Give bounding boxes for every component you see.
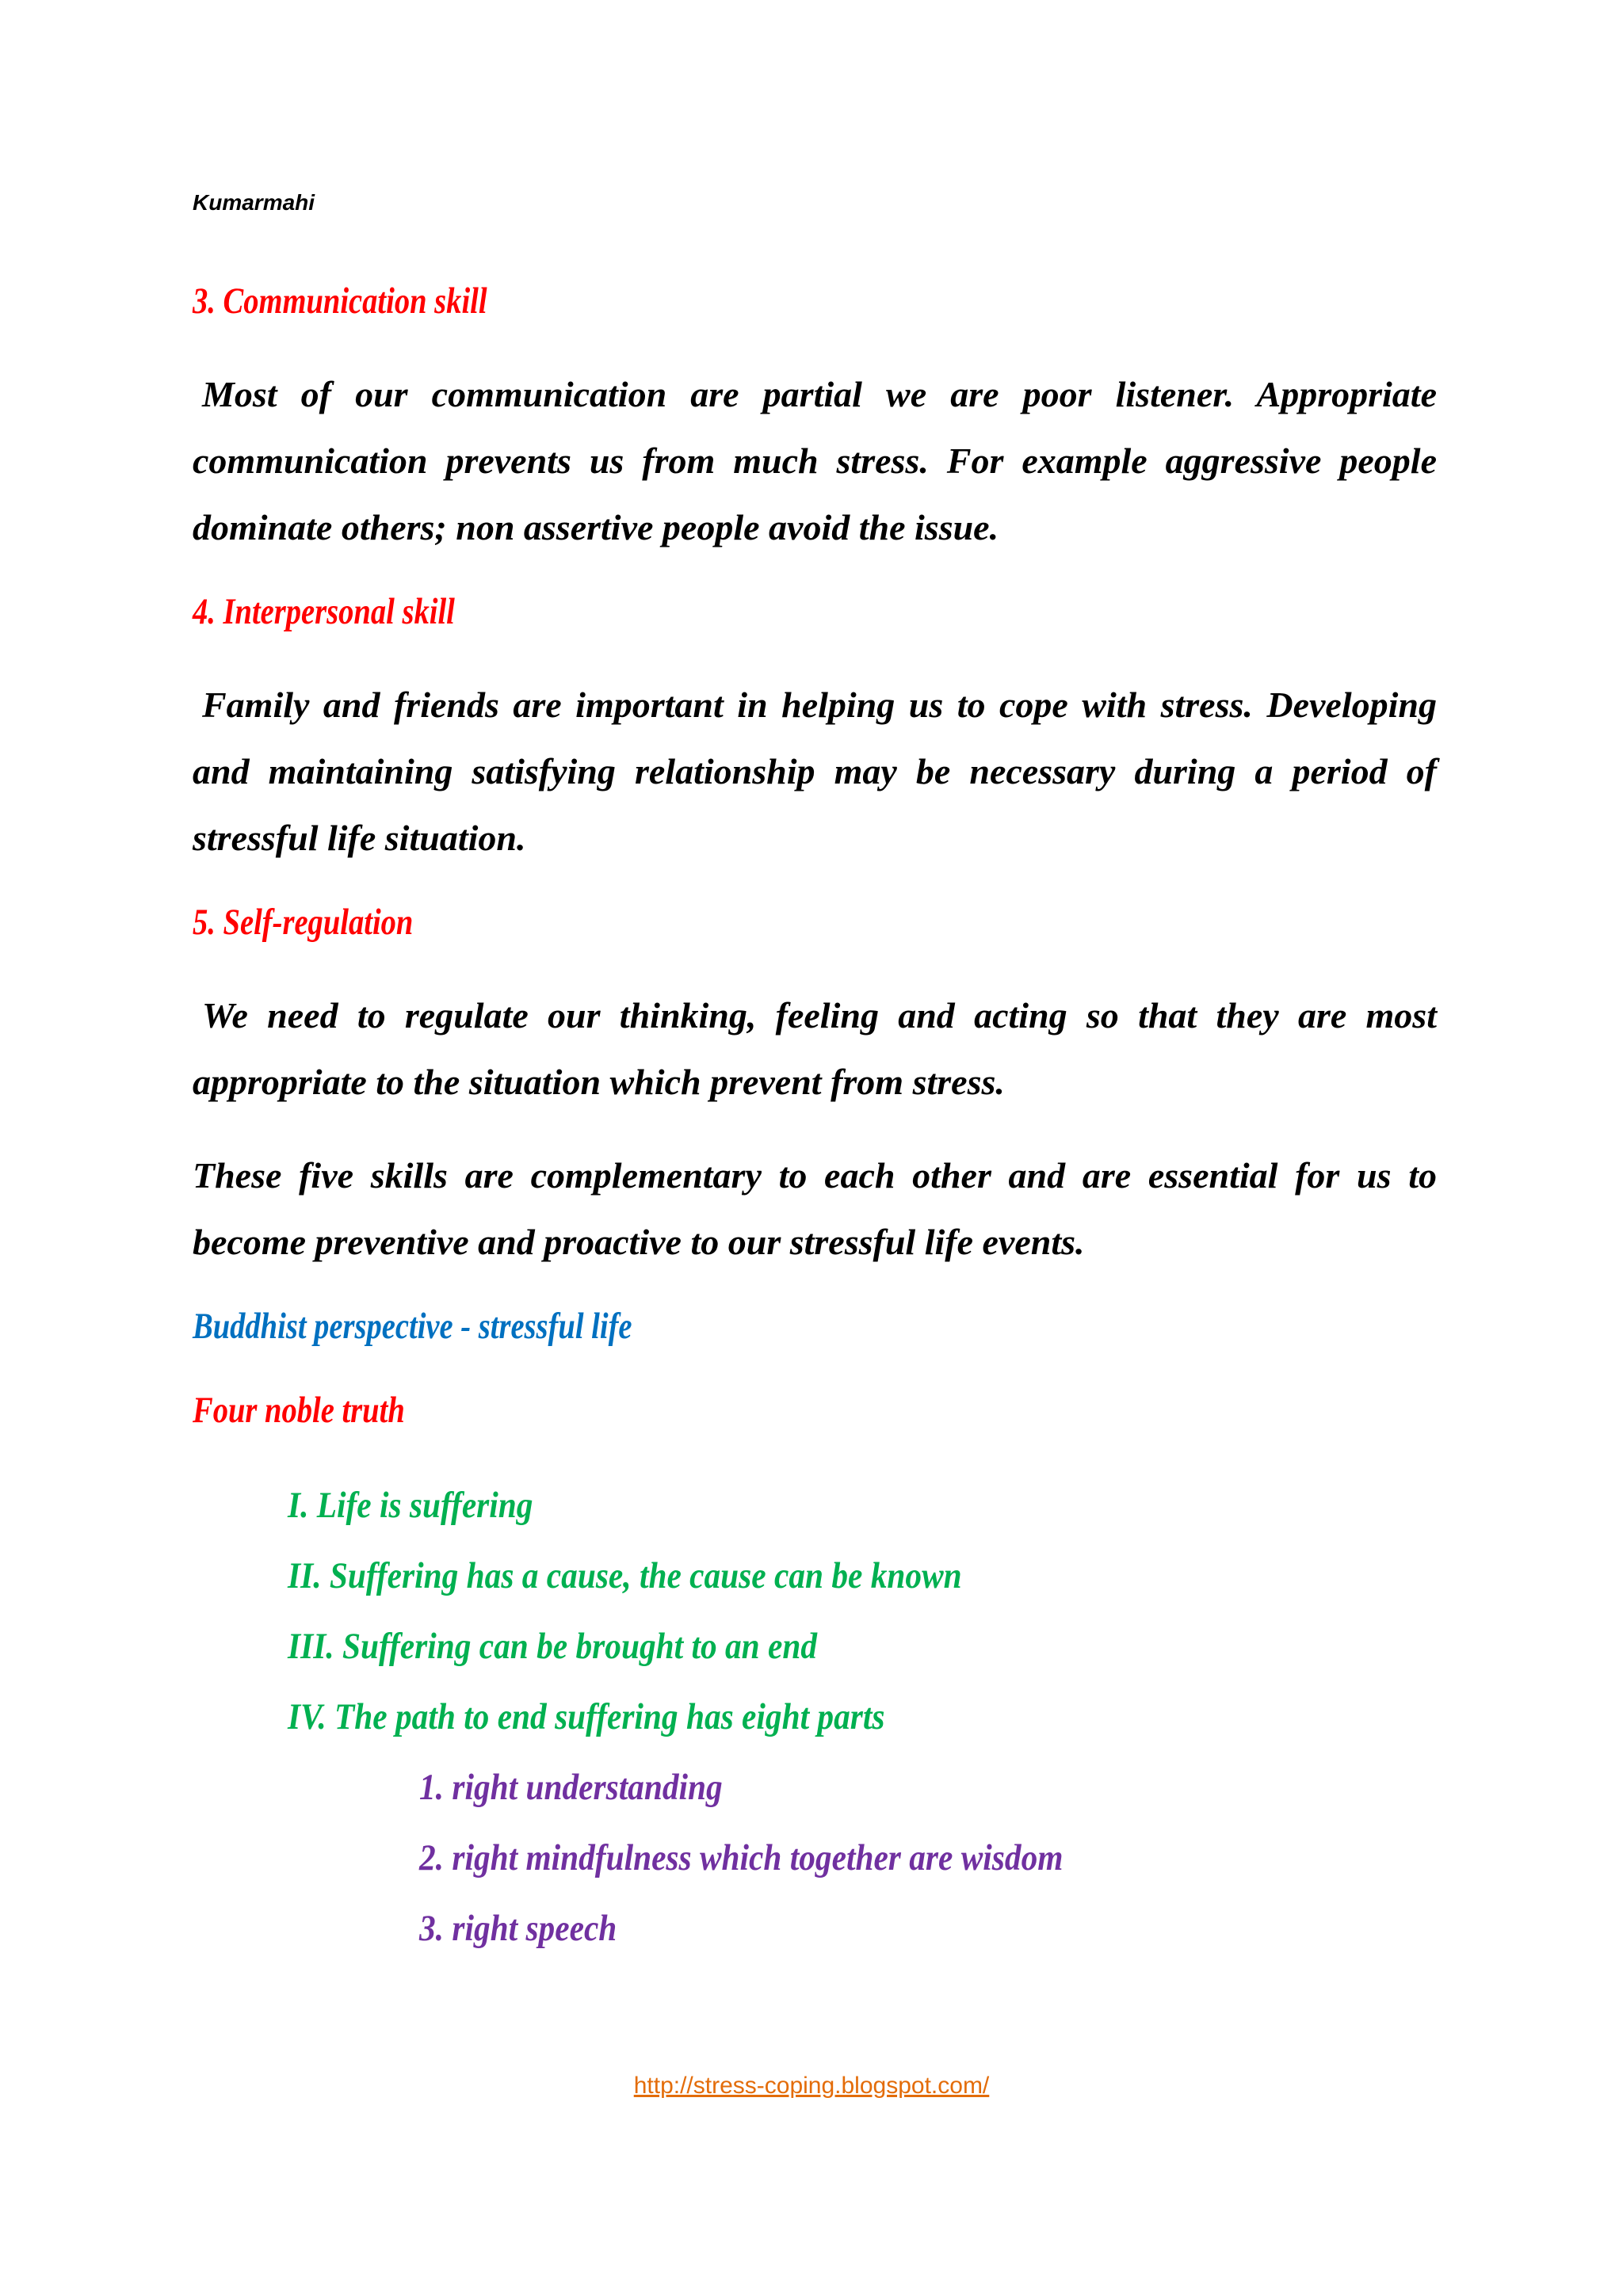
list-item-path-1: 1. right understanding <box>419 1767 723 1808</box>
heading-communication-skill: 3. Communication skill <box>193 280 487 322</box>
list-item-truth-2: II. Suffering has a cause, the cause can be known <box>288 1555 962 1596</box>
paragraph-self-regulation: We need to regulate our thinking, feeling and acting so that they are most appropriate to the situation which prevent from stress. <box>193 995 1437 1102</box>
heading-four-noble-truth: Four noble truth <box>193 1390 405 1431</box>
heading-buddhist-perspective: Buddhist perspective - stressful life <box>193 1306 632 1347</box>
list-item-path-2: 2. right mindfulness which together are wisdom <box>419 1837 1064 1878</box>
footer-blog-link[interactable]: http://stress-coping.blogspot.com/ <box>633 2073 990 2099</box>
paragraph-summary: These five skills are complementary to each other and are essential for us to become preventive and proactive to our stressful life events. <box>193 1155 1437 1262</box>
list-item-truth-3: III. Suffering can be brought to an end <box>288 1626 818 1667</box>
list-item-path-3: 3. right speech <box>419 1908 617 1949</box>
paragraph-interpersonal-skill: Family and friends are important in helping us to cope with stress. Developing and maintaining satisfying relationship may be necessary during a period of stressful life situation. <box>193 685 1437 858</box>
paragraph-communication-skill: Most of our communication are partial we are poor listener. Appropriate communication prevents us from much stress. For example aggressive people dominate others; non assertive people avoid the issue. <box>193 374 1437 547</box>
list-item-truth-4: IV. The path to end suffering has eight parts <box>288 1696 885 1737</box>
eightfold-path-list <box>193 1753 1437 1964</box>
heading-interpersonal-skill: 4. Interpersonal skill <box>193 591 455 632</box>
heading-self-regulation: 5. Self-regulation <box>193 902 414 943</box>
list-item-truth-1: I. Life is suffering <box>288 1485 533 1526</box>
noble-truth-list <box>193 1470 1437 1753</box>
document-body <box>193 277 1437 1964</box>
header-author: Kumarmahi <box>193 190 315 215</box>
